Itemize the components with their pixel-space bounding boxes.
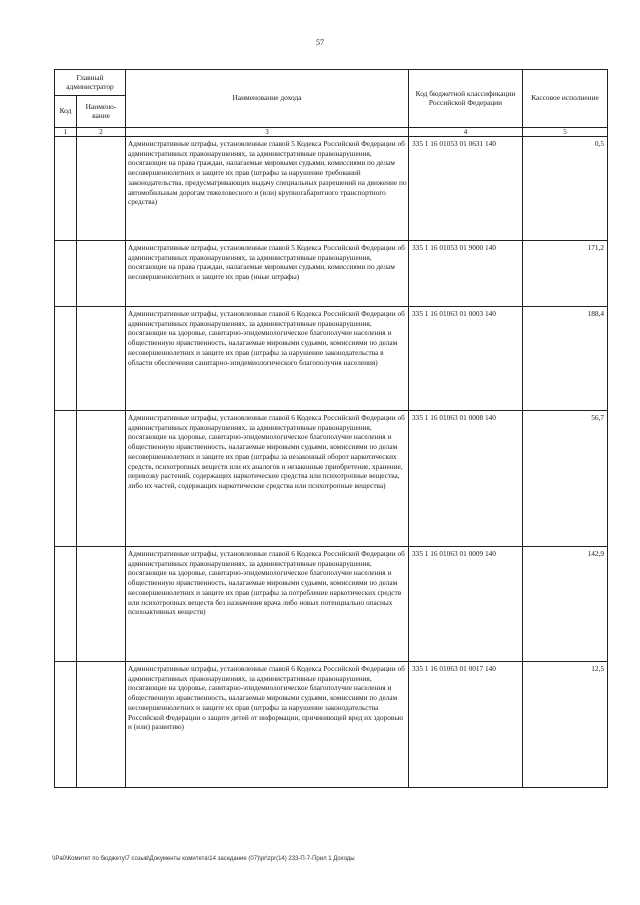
amount-value: 142,9 bbox=[523, 547, 608, 662]
income-description: Административные штрафы, установленные главой 5 Кодекса Российской Федерации об административных правонарушениях, за административные правонарушения, посягающие на права граждан, налагаемые мировыми судьями, комиссиями по делам несовершеннолетних и защите их прав (иные штрафы) bbox=[126, 241, 409, 307]
income-description: Административные штрафы, установленные главой 6 Кодекса Российской Федерации об административных правонарушениях, за административные правонарушения, посягающие на здоровье, санитарно-эпидемиологическое благополучие населения и общественную нравственность, налагаемые мировыми судьями, комиссиями по делам несовершеннолетних и защите их прав (штрафы за нарушение законодательства в области обеспечения санитарно-эпидемиологического благополучия населения) bbox=[126, 307, 409, 411]
table-row bbox=[55, 307, 608, 411]
header-admin-group: Главный администратор bbox=[55, 70, 126, 96]
column-number: 4 bbox=[409, 128, 523, 137]
footer-file-path: \\Pa0\Комитет по бюджету\7 созыв\Документы комитета\14 заседание (07)\pr\zpr(14) 233-П-7-Прил 1 Доходы bbox=[52, 856, 355, 862]
table-row bbox=[55, 547, 608, 662]
kbk-code: 335 1 16 01053 01 0631 140 bbox=[409, 137, 523, 241]
amount-value: 0,5 bbox=[523, 137, 608, 241]
kbk-code: 335 1 16 01063 01 0003 140 bbox=[409, 307, 523, 411]
header-amount: Кассовое исполнение bbox=[523, 70, 608, 128]
header-kbk: Код бюджетной классификации Российской Федерации bbox=[409, 70, 523, 128]
header-name: Наимено-вание bbox=[77, 96, 126, 128]
income-description: Административные штрафы, установленные главой 6 Кодекса Российской Федерации об административных правонарушениях, за административные правонарушения, посягающие на здоровье, санитарно-эпидемиологическое благополучие населения и общественную нравственность, налагаемые мировыми судьями, комиссиями по делам несовершеннолетних и защите их прав (штрафы за нарушение законодательства Российской Федерации о защите детей от информации, причиняющей вред их здоровью и (или) развитию) bbox=[126, 662, 409, 788]
kbk-code: 335 1 16 01063 01 0008 140 bbox=[409, 411, 523, 547]
column-number: 1 bbox=[55, 128, 77, 137]
page-number: 57 bbox=[316, 38, 324, 47]
table-row bbox=[55, 411, 608, 547]
amount-value: 12,5 bbox=[523, 662, 608, 788]
amount-value: 171,2 bbox=[523, 241, 608, 307]
column-number: 2 bbox=[77, 128, 126, 137]
amount-value: 188,4 bbox=[523, 307, 608, 411]
revenue-table bbox=[54, 69, 608, 788]
header-code: Код bbox=[55, 96, 77, 128]
header-income-name: Наименование дохода bbox=[126, 70, 409, 128]
kbk-code: 335 1 16 01063 01 0009 140 bbox=[409, 547, 523, 662]
income-description: Административные штрафы, установленные главой 5 Кодекса Российской Федерации об административных правонарушениях, за административные правонарушения, посягающие на права граждан, налагаемые мировыми судьями, комиссиями по делам несовершеннолетних и защите их прав (штрафы за нарушение требований законодательства, предусматривающих выдачу специальных разрешений на движение по автомобильным дорогам тяжеловесного и (или) крупногабаритного транспортного средства) bbox=[126, 137, 409, 241]
kbk-code: 335 1 16 01063 01 0017 140 bbox=[409, 662, 523, 788]
income-description: Административные штрафы, установленные главой 6 Кодекса Российской Федерации об административных правонарушениях, за административные правонарушения, посягающие на здоровье, санитарно-эпидемиологическое благополучие населения и общественную нравственность, налагаемые мировыми судьями, комиссиями по делам несовершеннолетних и защите их прав (штрафы за незаконный оборот наркотических средств, психотропных веществ или их аналогов и незаконные приобретение, хранение, перевозку растений, содержащих наркотические средства или психотропные вещества, либо их частей, содержащих наркотические средства или психотропные вещества) bbox=[126, 411, 409, 547]
column-number: 3 bbox=[126, 128, 409, 137]
kbk-code: 335 1 16 01053 01 9000 140 bbox=[409, 241, 523, 307]
income-description: Административные штрафы, установленные главой 6 Кодекса Российской Федерации об административных правонарушениях, за административные правонарушения, посягающие на здоровье, санитарно-эпидемиологическое благополучие населения и общественную нравственность, налагаемые мировыми судьями, комиссиями по делам несовершеннолетних и защите их прав (штрафы за потребление наркотических средств или психотропных веществ без назначения врача либо новых потенциально опасных психоактивных веществ) bbox=[126, 547, 409, 662]
amount-value: 56,7 bbox=[523, 411, 608, 547]
table-row bbox=[55, 241, 608, 307]
column-number: 5 bbox=[523, 128, 608, 137]
table-row bbox=[55, 137, 608, 241]
table-row bbox=[55, 662, 608, 788]
